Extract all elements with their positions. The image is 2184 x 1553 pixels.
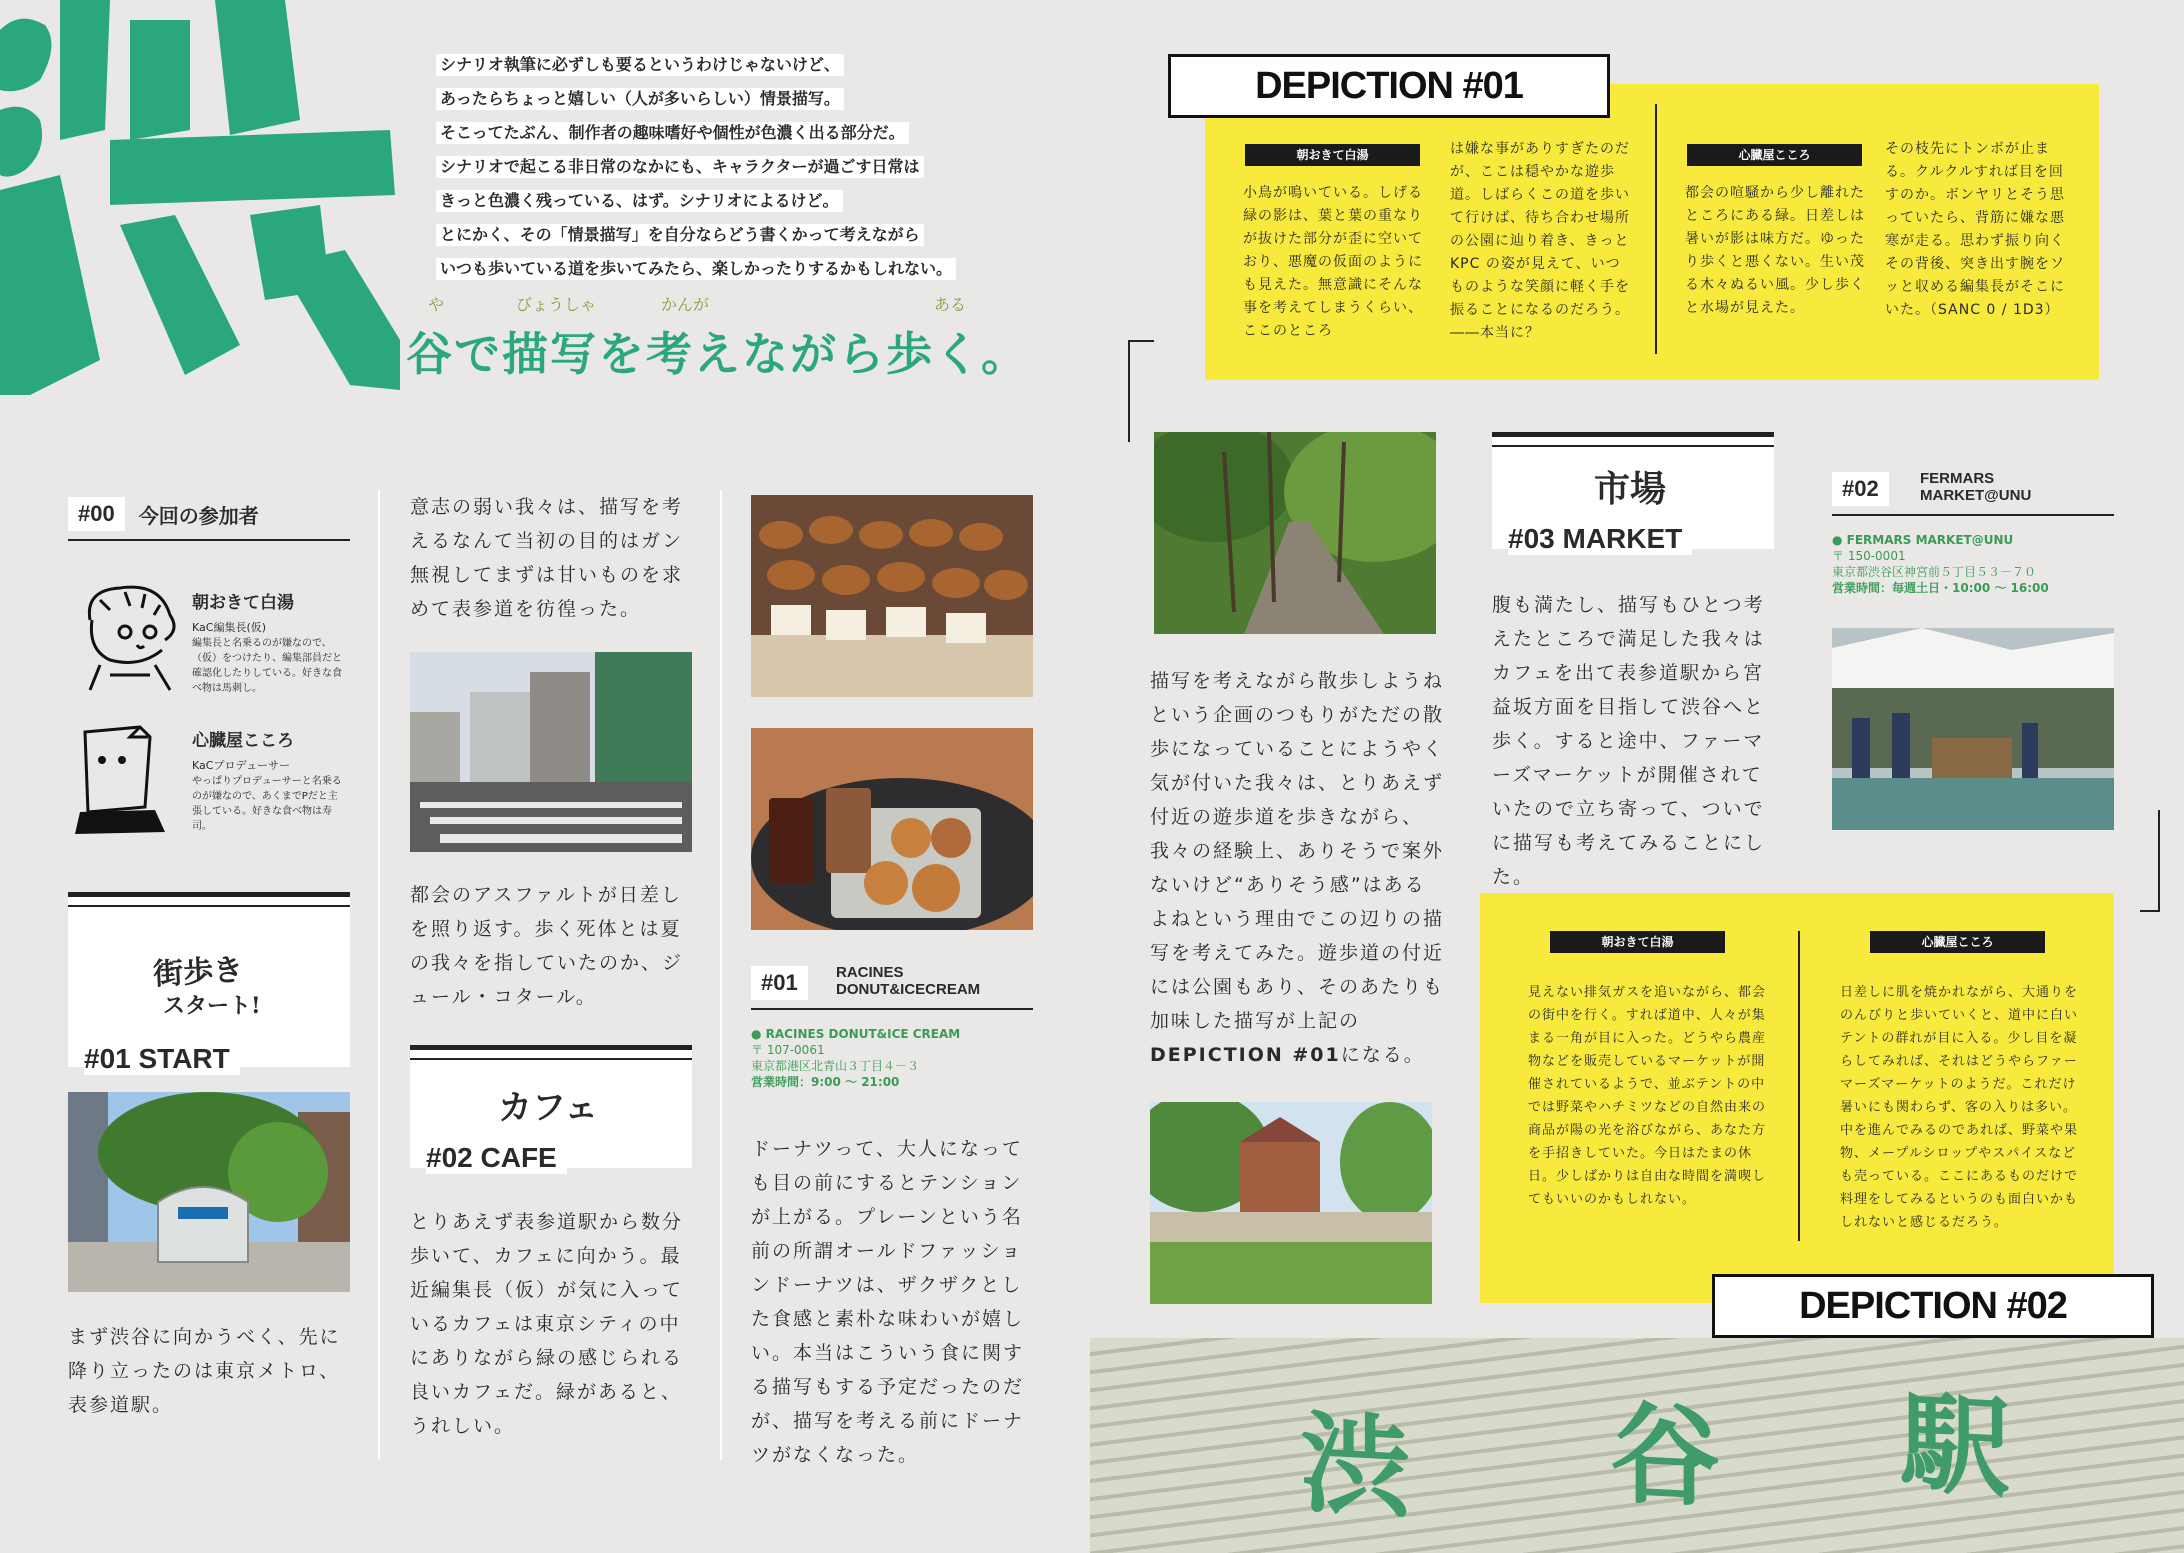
start-section-box bbox=[68, 892, 350, 1074]
person-desc: 編集長と名乗るのが嫌なので、（仮）をつけたり、編集部員だと確認化したりしている。好きな食べ物は馬刺し。 bbox=[192, 638, 342, 694]
person-name: 心臓屋こころ bbox=[192, 731, 294, 751]
shop-fermars-header bbox=[1832, 466, 2114, 516]
depiction-01-right-text-a: 都会の喧騒から少し離れたところにある緑。日差しは暑いが影は味方だ。ゆったり歩くと悪くない。生い茂る木々ぬるい風。少し歩くと水場が見えた。 bbox=[1685, 185, 1865, 316]
intro-line: そこってたぶん、制作者の趣味嗜好や個性が色濃く出る部分だ。 bbox=[436, 122, 909, 144]
fermars-number: #02 bbox=[1832, 472, 1889, 506]
depiction-02-panel bbox=[1480, 893, 2114, 1303]
avatar-asaokite-sayu bbox=[70, 580, 185, 695]
shop-info-zip: 〒 107-0061 bbox=[751, 1043, 825, 1057]
shop-racines-info bbox=[751, 1026, 1033, 1090]
shop-info-address: 東京都港区北青山３丁目４－３ bbox=[751, 1059, 920, 1073]
avatar-shinzouya-kokoro bbox=[70, 722, 180, 837]
intro-text bbox=[436, 48, 996, 286]
station-sign-photo bbox=[1090, 1338, 2184, 1553]
walk-body-text bbox=[1150, 664, 1445, 1072]
intro-line: あったらちょっと嬉しい（人が多いらしい）情景描写。 bbox=[436, 88, 844, 110]
shop-fermars-info bbox=[1832, 532, 2122, 596]
person-card-sayu bbox=[192, 588, 347, 696]
intro-line: いつも歩いている道を歩いてみたら、楽しかったりするかもしれない。 bbox=[436, 258, 956, 280]
market-section-box bbox=[1492, 432, 1774, 554]
person-card-kokoro bbox=[192, 726, 347, 834]
start-body-text: まず渋谷に向かうべく、先に降り立ったのは東京メトロ、表参道駅。 bbox=[68, 1326, 341, 1416]
depiction-01-right-text-b: その枝先にトンボが止まる。クルクルすれば目を回すのか。ボンヤリとそう思っていたら、背筋に嫌な悪寒が走る。思わず振り向くその背後、突き出す腕をソッと収める編集長がそこにいた。（SANC 0 / 1D3） bbox=[1885, 141, 2065, 318]
fermars-name-line1: FERMARS bbox=[1920, 470, 1995, 487]
ruby-ya: や bbox=[428, 295, 445, 314]
hero-title-block bbox=[406, 295, 1030, 384]
intro-line: シナリオで起こる非日常のなかにも、キャラクターが過ごす日常は bbox=[436, 156, 924, 178]
start-handwritten-2: スタート! bbox=[163, 993, 261, 1019]
depiction-02-right-label: 心臓屋こころ bbox=[1870, 931, 2045, 953]
ruby-kanga: かんが bbox=[661, 295, 710, 314]
station-sign-char: 渋 bbox=[1300, 1399, 1410, 1533]
cafe-label: #02 CAFE bbox=[426, 1142, 567, 1174]
depiction-02-title: DEPICTION #02 bbox=[1712, 1274, 2154, 1338]
park-photo bbox=[1150, 1102, 1432, 1304]
street-crossing-photo bbox=[410, 652, 692, 852]
bracket-decoration bbox=[2140, 810, 2160, 912]
depiction-01-right-label: 心臓屋こころ bbox=[1687, 144, 1862, 166]
column-divider bbox=[378, 490, 380, 1460]
station-sign-char: 谷 bbox=[1610, 1389, 1720, 1523]
walk-text: 描写を考えながら散歩しようねという企画のつもりがただの散歩になっていることにようやく気が付いた我々は、とりあえず付近の遊歩道を歩きながら、我々の経験上、ありそうで案外ないけど“ありそう感”はあるよねという理由でこの辺りの描写を考えてみた。遊歩道の付近には公園もあり、そのあたりも加味した描写が上記の bbox=[1150, 670, 1445, 1032]
fermars-info-address: 東京都渋谷区神宮前５丁目５３－７０ bbox=[1832, 565, 2037, 579]
forest-path-photo bbox=[1154, 432, 1436, 634]
intro-line: シナリオ執筆に必ずしも要るというわけじゃないけど、 bbox=[436, 54, 844, 76]
depiction-01-left-label: 朝おきて白湯 bbox=[1245, 144, 1420, 166]
walk-text-tail: になる。 bbox=[1340, 1044, 1425, 1066]
intro-line: とにかく、その「情景描写」を自分ならどう書くかって考えながら bbox=[436, 224, 924, 246]
start-handwritten-1: 街歩き bbox=[152, 952, 245, 993]
col3-text: ドーナツって、大人になっても目の前にするとテンションが上がる。プレーンという名前の所謂オールドファッションドーナツは、ザクザクとした食感と素朴な味わいが嬉しい。本当はこういう食に関する描写もする予定だったのだが、描写を考える前にドーナツがなくなった。 bbox=[751, 1138, 1025, 1466]
shop-info-hours: 営業時間：9:00 ～ 21:00 bbox=[751, 1075, 900, 1089]
fermars-info-zip: 〒 150-0001 bbox=[1832, 549, 1906, 563]
page-title: 谷で描写を考えながら歩く。 bbox=[406, 327, 1030, 381]
person-name: 朝おきて白湯 bbox=[192, 593, 294, 613]
cafe-section-box bbox=[410, 1045, 692, 1173]
big-kanji-shibu bbox=[0, 0, 400, 400]
column-divider bbox=[720, 490, 722, 1460]
ruby-aru: ある bbox=[934, 295, 967, 314]
shop-name bbox=[836, 964, 980, 998]
col2-text-1: 意志の弱い我々は、描写を考えるなんて当初の目的はガン無視してまずは甘いものを求めて表参道を彷徨った。 bbox=[410, 496, 684, 620]
col2-text-2: 都会のアスファルトが日差しを照り返す。歩く死体とは夏の我々を指していたのか、ジュール・コタール。 bbox=[410, 884, 684, 1008]
market-title: 市場 bbox=[1594, 468, 1667, 510]
fermars-name-line2: MARKET@UNU bbox=[1920, 487, 2032, 504]
depiction-01-panel bbox=[1205, 84, 2099, 380]
ruby-byousha: びょうしゃ bbox=[516, 295, 597, 314]
shop-name-line2: DONUT&ICECREAM bbox=[836, 981, 981, 998]
depiction-01-left-text-a: 小鳥が鳴いている。しげる緑の影は、葉と葉の重なりが抜けた部分が歪に空いており、悪魔の仮面のようにも見えた。無意識にそんな事を考えてしまうくらい、ここのところ bbox=[1243, 185, 1423, 339]
depiction-02-left-label: 朝おきて白湯 bbox=[1550, 931, 1725, 953]
shop-info-name: ● RACINES DONUT&ICE CREAM bbox=[751, 1027, 961, 1041]
start-label: #01 START bbox=[84, 1043, 240, 1075]
donut-tray-photo bbox=[751, 728, 1033, 930]
person-role: KaCプロデューサー bbox=[192, 759, 291, 772]
depiction-02-left-text: 見えない排気ガスを追いながら、都会の街中を行く。すれば道中、人々が集まる一角が目に入った。どうやら農産物などを販売しているマーケットが開催されているようで、並ぶテントの中では野菜やハチミツなどの自然由来の商品が陽の光を浴びながら、あなた方を手招きしていた。今日はたまの休日。少しばかりは自由な時間を満喫してもいいのかもしれない。 bbox=[1528, 985, 1767, 1207]
station-sign-char: 駅 bbox=[1900, 1379, 2010, 1513]
bracket-decoration bbox=[1128, 340, 1154, 442]
market-label: #03 MARKET bbox=[1508, 523, 1692, 555]
person-desc: やっぱりプロデューサーと名乗るのが嫌なので、あくまでPだと主張している。好きな食べ物は寿司。 bbox=[192, 776, 342, 832]
participants-heading: 今回の参加者 bbox=[138, 503, 259, 528]
station-entrance-photo bbox=[68, 1092, 350, 1292]
depiction-01-title: DEPICTION #01 bbox=[1168, 54, 1610, 118]
shop-name-line1: RACINES bbox=[836, 964, 904, 981]
participants-section bbox=[68, 497, 350, 541]
farmers-market-photo bbox=[1832, 628, 2114, 830]
cafe-title: カフェ bbox=[498, 1088, 599, 1128]
intro-line: きっと色濃く残っている、はず。シナリオによるけど。 bbox=[436, 190, 843, 212]
depiction-01-left-text-b: は嫌な事がありすぎたのだが、ここは穏やかな遊歩道。しばらくこの道を歩いて行けば、待ち合わせ場所の公園に辿り着き、きっと KPC の姿が見えて、いつものような笑顔に軽く手を振ることになるのだろう。――本当に？ bbox=[1450, 141, 1630, 341]
depiction-02-right-text: 日差しに肌を焼かれながら、大通りをのんびりと歩いていくと、道中に白いテントの群れが目に入る。少し目を凝らしてみれば、それはどうやらファーマーズマーケットのようだ。これだけ暑いにも関わらず、客の入りは多い。中を進んでみるのであれば、野菜や果物、メープルシロップやスパイスなども売っている。ここにあるものだけで料理をしてみるというのも面白いかもしれないと感じるだろう。 bbox=[1840, 985, 2079, 1230]
person-role: KaC編集長(仮) bbox=[192, 621, 267, 634]
shop-racines-header bbox=[751, 958, 1033, 1010]
market-body-text: 腹も満たし、描写もひとつ考えたところで満足した我々はカフェを出て表参道駅から宮益坂方面を目指して渋谷へと歩く。すると途中、ファーマーズマーケットが開催されていたので立ち寄って、ついでに描写も考えてみることにした。 bbox=[1492, 594, 1766, 888]
donut-display-photo bbox=[751, 495, 1033, 697]
participants-number: #00 bbox=[68, 497, 125, 531]
shop-number: #01 bbox=[751, 966, 808, 1000]
fermars-name bbox=[1920, 470, 2031, 504]
fermars-info-hours: 営業時間：毎週土日・10:00 ～ 16:00 bbox=[1832, 581, 2049, 595]
fermars-info-name: ● FERMARS MARKET@UNU bbox=[1832, 533, 2014, 547]
walk-text-ref: DEPICTION #01 bbox=[1150, 1044, 1341, 1066]
col2-text-3: とりあえず表参道駅から数分歩いて、カフェに向かう。最近編集長（仮）が気に入っているカフェは東京シティの中にありながら緑の感じられる良いカフェだ。緑があると、うれしい。 bbox=[410, 1211, 684, 1437]
